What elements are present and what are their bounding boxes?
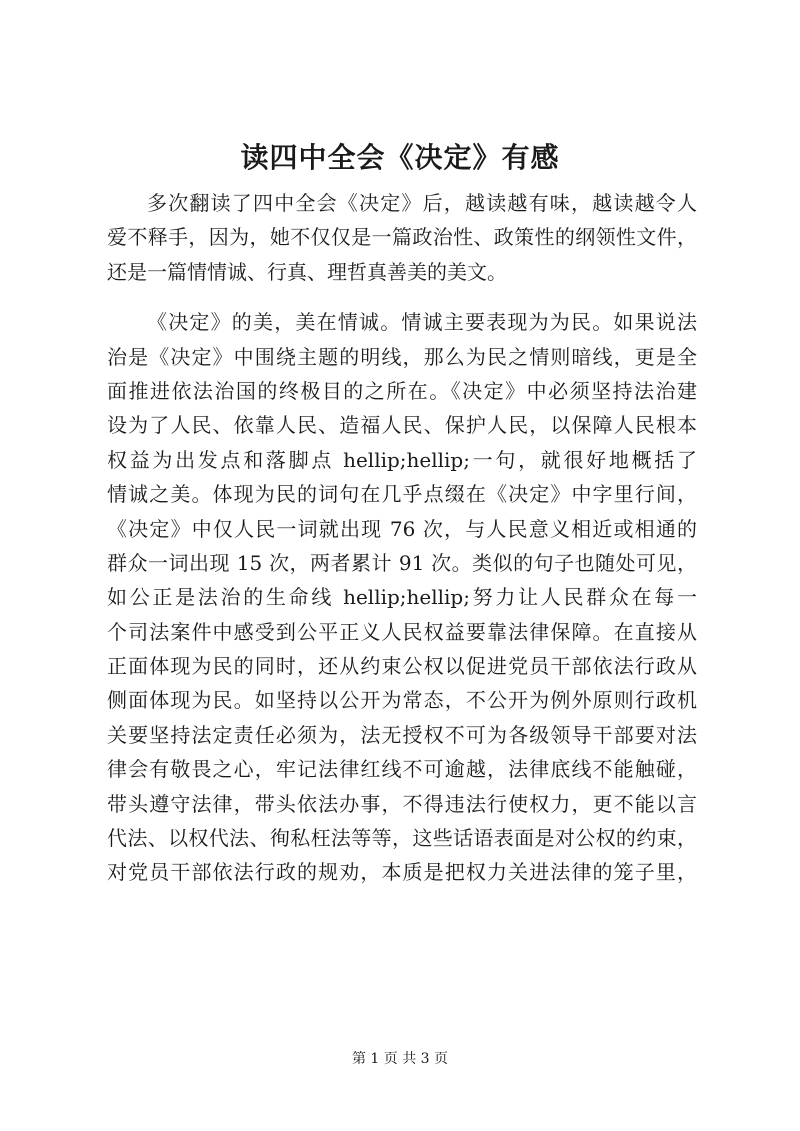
text-line: 《决定》的美，美在情诚。情诚主要表现为为民。如果说法	[147, 310, 697, 335]
page-footer: 第 1 页 共 3 页	[351, 1051, 449, 1067]
text-line: 律会有敬畏之心，牢记法律红线不可逾越，法律底线不能触碰，	[107, 757, 697, 782]
text-line: 治是《决定》中围绕主题的明线，那么为民之情则暗线，更是全	[107, 344, 697, 369]
text-line: 个司法案件中感受到公平正义人民权益要靠法律保障。在直接从	[107, 619, 697, 644]
text-line: 面推进依法治国的终极目的之所在。《决定》中必须坚持法治建	[107, 378, 697, 403]
text-line: 正面体现为民的同时，还从约束公权以促进党员干部依法行政从	[107, 654, 697, 679]
text-line: 带头遵守法律，带头依法办事，不得违法行使权力，更不能以言	[107, 791, 697, 816]
text-line: 侧面体现为民。如坚持以公开为常态，不公开为例外原则行政机	[107, 688, 697, 713]
text-line: 关要坚持法定责任必须为，法无授权不可为各级领导干部要对法	[107, 722, 697, 747]
document-title: 读四中全会《决定》有感	[240, 141, 560, 174]
text-line: 权益为出发点和落脚点 hellip;hellip;一句，就很好地概括了	[107, 447, 697, 472]
paragraph-1	[107, 186, 697, 289]
text-line: 代法、以权代法、徇私枉法等等，这些话语表面是对公权的约束，	[107, 826, 697, 851]
paragraph-gap	[107, 289, 697, 305]
text-line: 设为了人民、依靠人民、造福人民、保护人民，以保障人民根本	[107, 413, 697, 438]
text-line: 对党员干部依法行政的规劝，本质是把权力关进法律的笼子里，	[107, 860, 697, 885]
text-line: 情诚之美。体现为民的词句在几乎点缀在《决定》中字里行间，	[107, 482, 697, 507]
text-line: 群众一词出现 15 次，两者累计 91 次。类似的句子也随处可见，	[107, 550, 697, 575]
text-line: 爱不释手，因为，她不仅仅是一篇政治性、政策性的纲领性文件，	[107, 225, 697, 250]
text-line: 多次翻读了四中全会《决定》后，越读越有味，越读越令人	[147, 191, 697, 215]
text-line: 如公正是法治的生命线 hellip;hellip;努力让人民群众在每一	[107, 585, 697, 610]
paragraph-2	[107, 305, 697, 890]
text-line: 《决定》中仅人民一词就出现 76 次，与人民意义相近或相通的	[107, 516, 697, 541]
text-line: 还是一篇情情诚、行真、理哲真善美的美文。	[107, 259, 507, 284]
document-body	[107, 186, 697, 890]
